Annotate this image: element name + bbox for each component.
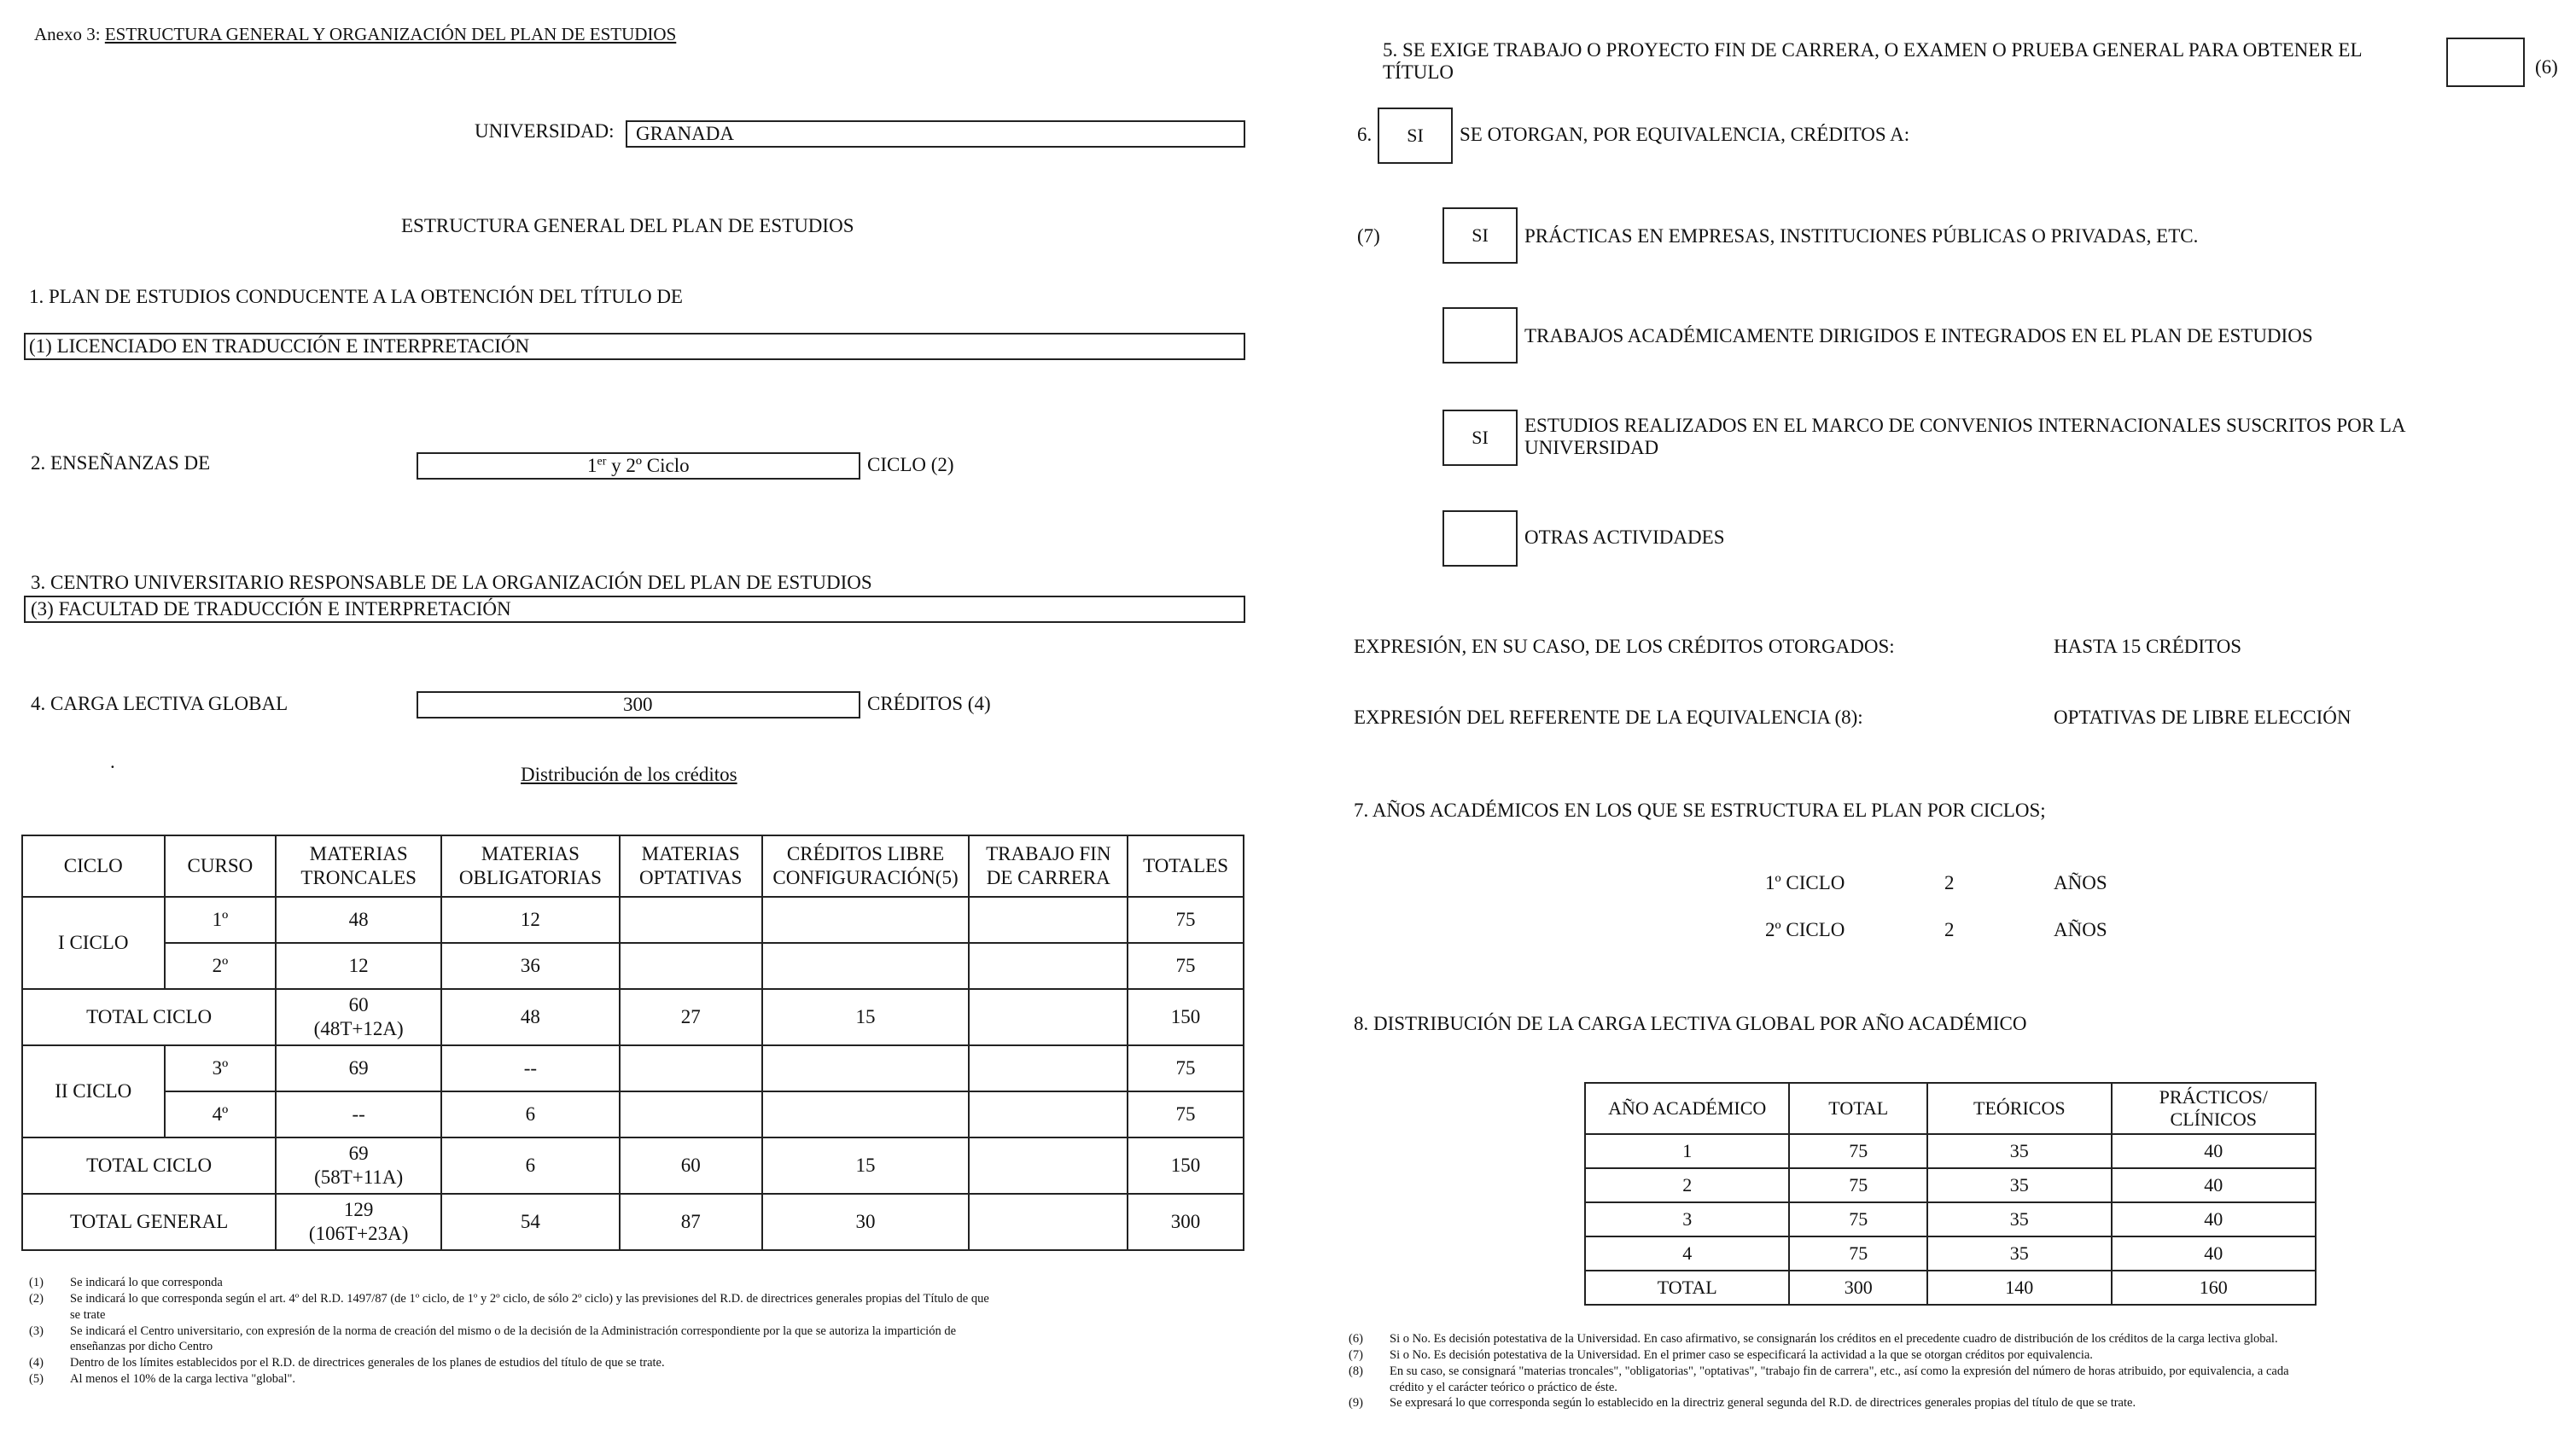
table-cell: 1º xyxy=(165,897,277,943)
table-cell xyxy=(762,897,970,943)
footnote-number: (2) xyxy=(29,1291,44,1306)
header-cell: TOTALES xyxy=(1128,835,1244,897)
cycle-cell: II CICLO xyxy=(22,1045,165,1137)
table-cell: 40 xyxy=(2112,1134,2316,1168)
credits-expression-label: EXPRESIÓN, EN SU CASO, DE LOS CRÉDITOS OTORGADOS: xyxy=(1354,636,1895,657)
option-text-trabajos: TRABAJOS ACADÉMICAMENTE DIRIGIDOS E INTEGRADOS EN EL PLAN DE ESTUDIOS xyxy=(1524,325,2313,346)
table-cell: 35 xyxy=(1927,1134,2111,1168)
right-footnotes xyxy=(1349,1331,2289,1411)
table-cell: 35 xyxy=(1927,1202,2111,1236)
degree-value: (1) LICENCIADO EN TRADUCCIÓN E INTERPRETACIÓN xyxy=(29,335,530,357)
cycle-suffix: CICLO (2) xyxy=(867,454,954,475)
table-cell: TOTAL xyxy=(1585,1271,1789,1305)
footnote-text: Si o No. Es decisión potestativa de la Universidad. En caso afirmativo, se consignarán los créditos en el precedente cuadro de distribución de los créditos de la carga lectiva global. xyxy=(1390,1332,2278,1346)
table-cell: 75 xyxy=(1789,1168,1927,1202)
table-cell: 75 xyxy=(1128,943,1244,989)
footnote-text: se trate xyxy=(70,1307,106,1322)
option-box-trabajos xyxy=(1442,307,1518,364)
footnote-text: Se indicará lo que corresponda según el art. 4º del R.D. 1497/87 (de 1º ciclo, de 1º y 2º ciclo, de sólo 2º ciclo) y las previsiones del R.D. de directrices generales propias del Título de que xyxy=(70,1291,989,1306)
table-cell: 35 xyxy=(1927,1236,2111,1271)
table-cell: 2 xyxy=(1585,1168,1789,1202)
cycle-value xyxy=(587,455,690,477)
header-text: MATERIAS OBLIGATORIAS xyxy=(458,843,602,888)
years-cycle-1: 1º CICLO xyxy=(1765,872,1845,893)
table-cell: 40 xyxy=(2112,1168,2316,1202)
table-cell: 150 xyxy=(1128,989,1244,1045)
option-text-estudios: ESTUDIOS REALIZADOS EN EL MARCO DE CONVENIOS INTERNACIONALES SUSCRITOS POR LA xyxy=(1524,415,2406,436)
option-box-estudios: SI xyxy=(1442,410,1518,466)
footnote xyxy=(1349,1380,2289,1396)
center-value: (3) FACULTAD DE TRADUCCIÓN E INTERPRETACIÓN xyxy=(31,598,511,620)
table-cell: 35 xyxy=(1927,1168,2111,1202)
table-cell xyxy=(620,1045,762,1091)
footnote xyxy=(29,1275,989,1291)
general-title: ESTRUCTURA GENERAL DEL PLAN DE ESTUDIOS xyxy=(401,215,854,236)
table-row xyxy=(1585,1236,2316,1271)
header-cell: CURSO xyxy=(165,835,277,897)
table-cell xyxy=(620,897,762,943)
table-cell: 6 xyxy=(441,1091,620,1137)
header-cell xyxy=(276,835,441,897)
table-cell xyxy=(969,897,1128,943)
section-5-line1: 5. SE EXIGE TRABAJO O PROYECTO FIN DE CARRERA, O EXAMEN O PRUEBA GENERAL PARA OBTENER EL xyxy=(1383,39,2363,61)
table-cell: 140 xyxy=(1927,1271,2111,1305)
annex-title: ESTRUCTURA GENERAL Y ORGANIZACIÓN DEL PLAN DE ESTUDIOS xyxy=(104,24,677,44)
footnote xyxy=(1349,1395,2289,1411)
header-cell xyxy=(762,835,970,897)
footnote-text: En su caso, se consignará "materias troncales", "obligatorias", "optativas", "trabajo fin de carrera", etc., así como la expresión del número de horas atribuido, por equivalencia, a cada xyxy=(1390,1364,2289,1378)
table-row-total xyxy=(1585,1271,2316,1305)
footnote-text: crédito y el carácter teórico o práctico de éste. xyxy=(1390,1380,1617,1394)
university-field xyxy=(626,120,1245,148)
footnote-number: (8) xyxy=(1349,1364,1363,1378)
footnote xyxy=(1349,1347,2289,1364)
footnote-number: (5) xyxy=(29,1372,44,1387)
table-cell: 3 xyxy=(1585,1202,1789,1236)
section-7-ref: (7) xyxy=(1357,225,1380,247)
footnote xyxy=(29,1307,989,1324)
header-text: MATERIAS OPTATIVAS xyxy=(638,843,743,888)
table-cell xyxy=(620,943,762,989)
option-box-otras xyxy=(1442,510,1518,567)
header-cell xyxy=(2112,1083,2316,1134)
header-text: PRÁCTICOS/ CLÍNICOS xyxy=(2159,1085,2268,1130)
table-cell: 40 xyxy=(2112,1236,2316,1271)
footnote-text: Se expresará lo que corresponda según lo establecido en la directriz general segunda del R.D. de directrices generales propias del título de que se trate. xyxy=(1390,1396,2136,1411)
table-cell: 36 xyxy=(441,943,620,989)
option-text-estudios-2: UNIVERSIDAD xyxy=(1524,437,1659,458)
distribution-title: Distribución de los créditos xyxy=(521,764,737,785)
header-text: TRABAJO FIN DE CARRERA xyxy=(986,843,1111,888)
table-row-total-cycle xyxy=(22,1137,1244,1194)
footnote-number: (9) xyxy=(1349,1396,1363,1411)
table-cell xyxy=(276,989,441,1045)
table-cell: 87 xyxy=(620,1194,762,1250)
footnote xyxy=(29,1291,989,1307)
header-cell: TOTAL xyxy=(1789,1083,1927,1134)
table-cell: 2º xyxy=(165,943,277,989)
table-cell: TOTAL CICLO xyxy=(22,989,276,1045)
years-count-2: 2 xyxy=(1944,919,1955,940)
table-cell xyxy=(969,1194,1128,1250)
credits-distribution-table xyxy=(21,835,1244,1251)
table-cell: 1 xyxy=(1585,1134,1789,1168)
section-5-line2: TÍTULO xyxy=(1383,61,1454,83)
global-load-field xyxy=(417,691,860,718)
final-project-box xyxy=(2446,38,2525,87)
footnote xyxy=(29,1339,989,1355)
option-text-otras: OTRAS ACTIVIDADES xyxy=(1524,527,1725,548)
footnote xyxy=(29,1371,989,1388)
header-text: CRÉDITOS LIBRE CONFIGURACIÓN(5) xyxy=(772,843,959,888)
table-cell: 6 xyxy=(441,1137,620,1194)
table-cell xyxy=(969,1091,1128,1137)
table-cell: 75 xyxy=(1789,1134,1927,1168)
table-row-total-general xyxy=(22,1194,1244,1250)
table-cell xyxy=(762,1091,970,1137)
footnote-number: (7) xyxy=(1349,1347,1363,1362)
table-cell: 30 xyxy=(762,1194,970,1250)
section-1-label: 1. PLAN DE ESTUDIOS CONDUCENTE A LA OBTENCIÓN DEL TÍTULO DE xyxy=(29,286,683,307)
table-cell xyxy=(762,943,970,989)
annex-header xyxy=(34,24,676,44)
cycle-value-post: y 2º Ciclo xyxy=(606,455,690,476)
cell-text: 69 (58T+11A) xyxy=(314,1143,404,1188)
table-cell: 27 xyxy=(620,989,762,1045)
header-cell xyxy=(441,835,620,897)
footnote-text: Dentro de los límites establecidos por el R.D. de directrices generales de los planes de estudios del título de que se trate. xyxy=(70,1356,665,1370)
table-cell xyxy=(969,1045,1128,1091)
table-cell: 4º xyxy=(165,1091,277,1137)
section-6-number: 6. xyxy=(1357,124,1373,145)
years-unit-1: AÑOS xyxy=(2054,872,2107,893)
annual-load-table xyxy=(1584,1082,2317,1306)
table-cell: 12 xyxy=(276,943,441,989)
table-row xyxy=(22,1091,1244,1137)
section-7-label: 7. AÑOS ACADÉMICOS EN LOS QUE SE ESTRUCTURA EL PLAN POR CICLOS; xyxy=(1354,800,2046,821)
table-cell: 75 xyxy=(1128,897,1244,943)
section-2-label: 2. ENSEÑANZAS DE xyxy=(31,452,211,474)
equivalence-expression-value: OPTATIVAS DE LIBRE ELECCIÓN xyxy=(2054,707,2352,728)
equivalence-expression-label: EXPRESIÓN DEL REFERENTE DE LA EQUIVALENCIA (8): xyxy=(1354,707,1863,728)
cycle-cell: I CICLO xyxy=(22,897,165,989)
header-cell xyxy=(969,835,1128,897)
option-text-practicas: PRÁCTICAS EN EMPRESAS, INSTITUCIONES PÚBLICAS O PRIVADAS, ETC. xyxy=(1524,225,2199,247)
table-header-row xyxy=(22,835,1244,897)
credits-expression-value: HASTA 15 CRÉDITOS xyxy=(2054,636,2242,657)
table-cell: 15 xyxy=(762,1137,970,1194)
table-cell: 300 xyxy=(1789,1271,1927,1305)
table-cell: 75 xyxy=(1789,1236,1927,1271)
footnote-number: (1) xyxy=(29,1276,44,1289)
table-cell: 12 xyxy=(441,897,620,943)
table-cell xyxy=(969,943,1128,989)
footnote-text: Al menos el 10% de la carga lectiva "global". xyxy=(70,1372,296,1387)
table-cell: 150 xyxy=(1128,1137,1244,1194)
table-cell xyxy=(276,1194,441,1250)
table-cell: 75 xyxy=(1128,1091,1244,1137)
global-load-suffix: CRÉDITOS (4) xyxy=(867,693,991,714)
footnote-number: (4) xyxy=(29,1356,44,1370)
section-3-label: 3. CENTRO UNIVERSITARIO RESPONSABLE DE LA ORGANIZACIÓN DEL PLAN DE ESTUDIOS xyxy=(31,572,872,593)
table-cell: 75 xyxy=(1789,1202,1927,1236)
table-cell: 60 xyxy=(620,1137,762,1194)
annex-label: Anexo 3: xyxy=(34,24,101,44)
stray-dot: . xyxy=(110,751,115,772)
equivalence-box: SI xyxy=(1378,108,1453,164)
degree-field xyxy=(24,333,1245,360)
table-cell xyxy=(276,1137,441,1194)
footnote-text: Se indicará lo que corresponda xyxy=(70,1276,223,1289)
section-8-label: 8. DISTRIBUCIÓN DE LA CARGA LECTIVA GLOBAL POR AÑO ACADÉMICO xyxy=(1354,1013,2027,1034)
center-field xyxy=(24,596,1245,623)
table-cell xyxy=(969,1137,1128,1194)
footnote-text: enseñanzas por dicho Centro xyxy=(70,1340,213,1354)
footnote-text: Se indicará el Centro universitario, con expresión de la norma de creación del mismo o de la decisión de la Administración correspondiente por la que se autoriza la impartición de xyxy=(70,1324,957,1338)
table-cell: 48 xyxy=(441,989,620,1045)
footnote xyxy=(29,1355,989,1371)
table-header-row xyxy=(1585,1083,2316,1134)
table-cell: 3º xyxy=(165,1045,277,1091)
section-6-text: SE OTORGAN, POR EQUIVALENCIA, CRÉDITOS A: xyxy=(1460,124,1910,145)
left-footnotes xyxy=(29,1275,989,1388)
footnote xyxy=(1349,1364,2289,1380)
table-cell: 160 xyxy=(2112,1271,2316,1305)
header-cell xyxy=(620,835,762,897)
table-row xyxy=(22,1045,1244,1091)
footnote-number: (3) xyxy=(29,1324,44,1338)
table-cell xyxy=(762,1045,970,1091)
years-cycle-2: 2º CICLO xyxy=(1765,919,1845,940)
table-row xyxy=(22,943,1244,989)
table-cell: TOTAL GENERAL xyxy=(22,1194,276,1250)
table-cell: 4 xyxy=(1585,1236,1789,1271)
table-row-total-cycle xyxy=(22,989,1244,1045)
cycle-value-sup: er xyxy=(597,455,607,468)
header-cell: AÑO ACADÉMICO xyxy=(1585,1083,1789,1134)
header-cell: CICLO xyxy=(22,835,165,897)
years-count-1: 2 xyxy=(1944,872,1955,893)
years-unit-2: AÑOS xyxy=(2054,919,2107,940)
table-cell: 69 xyxy=(276,1045,441,1091)
global-load-value: 300 xyxy=(623,694,653,715)
section-4-label: 4. CARGA LECTIVA GLOBAL xyxy=(31,693,288,714)
cell-text: 129 (106T+23A) xyxy=(308,1199,409,1244)
table-row xyxy=(1585,1202,2316,1236)
header-cell: TEÓRICOS xyxy=(1927,1083,2111,1134)
table-cell xyxy=(620,1091,762,1137)
header-text: MATERIAS TRONCALES xyxy=(300,843,417,888)
table-cell: -- xyxy=(441,1045,620,1091)
table-cell: 15 xyxy=(762,989,970,1045)
table-row xyxy=(22,897,1244,943)
footnote xyxy=(1349,1331,2289,1347)
table-cell xyxy=(969,989,1128,1045)
table-cell: 75 xyxy=(1128,1045,1244,1091)
footnote-number: (6) xyxy=(1349,1332,1363,1346)
option-box-practicas: SI xyxy=(1442,207,1518,264)
table-row xyxy=(1585,1134,2316,1168)
table-cell: -- xyxy=(276,1091,441,1137)
table-cell: 300 xyxy=(1128,1194,1244,1250)
university-label: UNIVERSIDAD: xyxy=(475,120,615,142)
cycle-field xyxy=(417,452,860,480)
table-cell: 54 xyxy=(441,1194,620,1250)
footnote xyxy=(29,1324,989,1340)
cell-text: 60 (48T+12A) xyxy=(313,994,404,1039)
cycle-value-pre: 1 xyxy=(587,455,597,476)
footnote-text: Si o No. Es decisión potestativa de la Universidad. En el primer caso se especificará la actividad a la que se otorgan créditos por equivalencia. xyxy=(1390,1347,2093,1362)
table-cell: TOTAL CICLO xyxy=(22,1137,276,1194)
table-row xyxy=(1585,1168,2316,1202)
university-value: GRANADA xyxy=(636,123,734,144)
table-cell: 48 xyxy=(276,897,441,943)
table-cell: 40 xyxy=(2112,1202,2316,1236)
section-5-ref: (6) xyxy=(2535,56,2558,78)
